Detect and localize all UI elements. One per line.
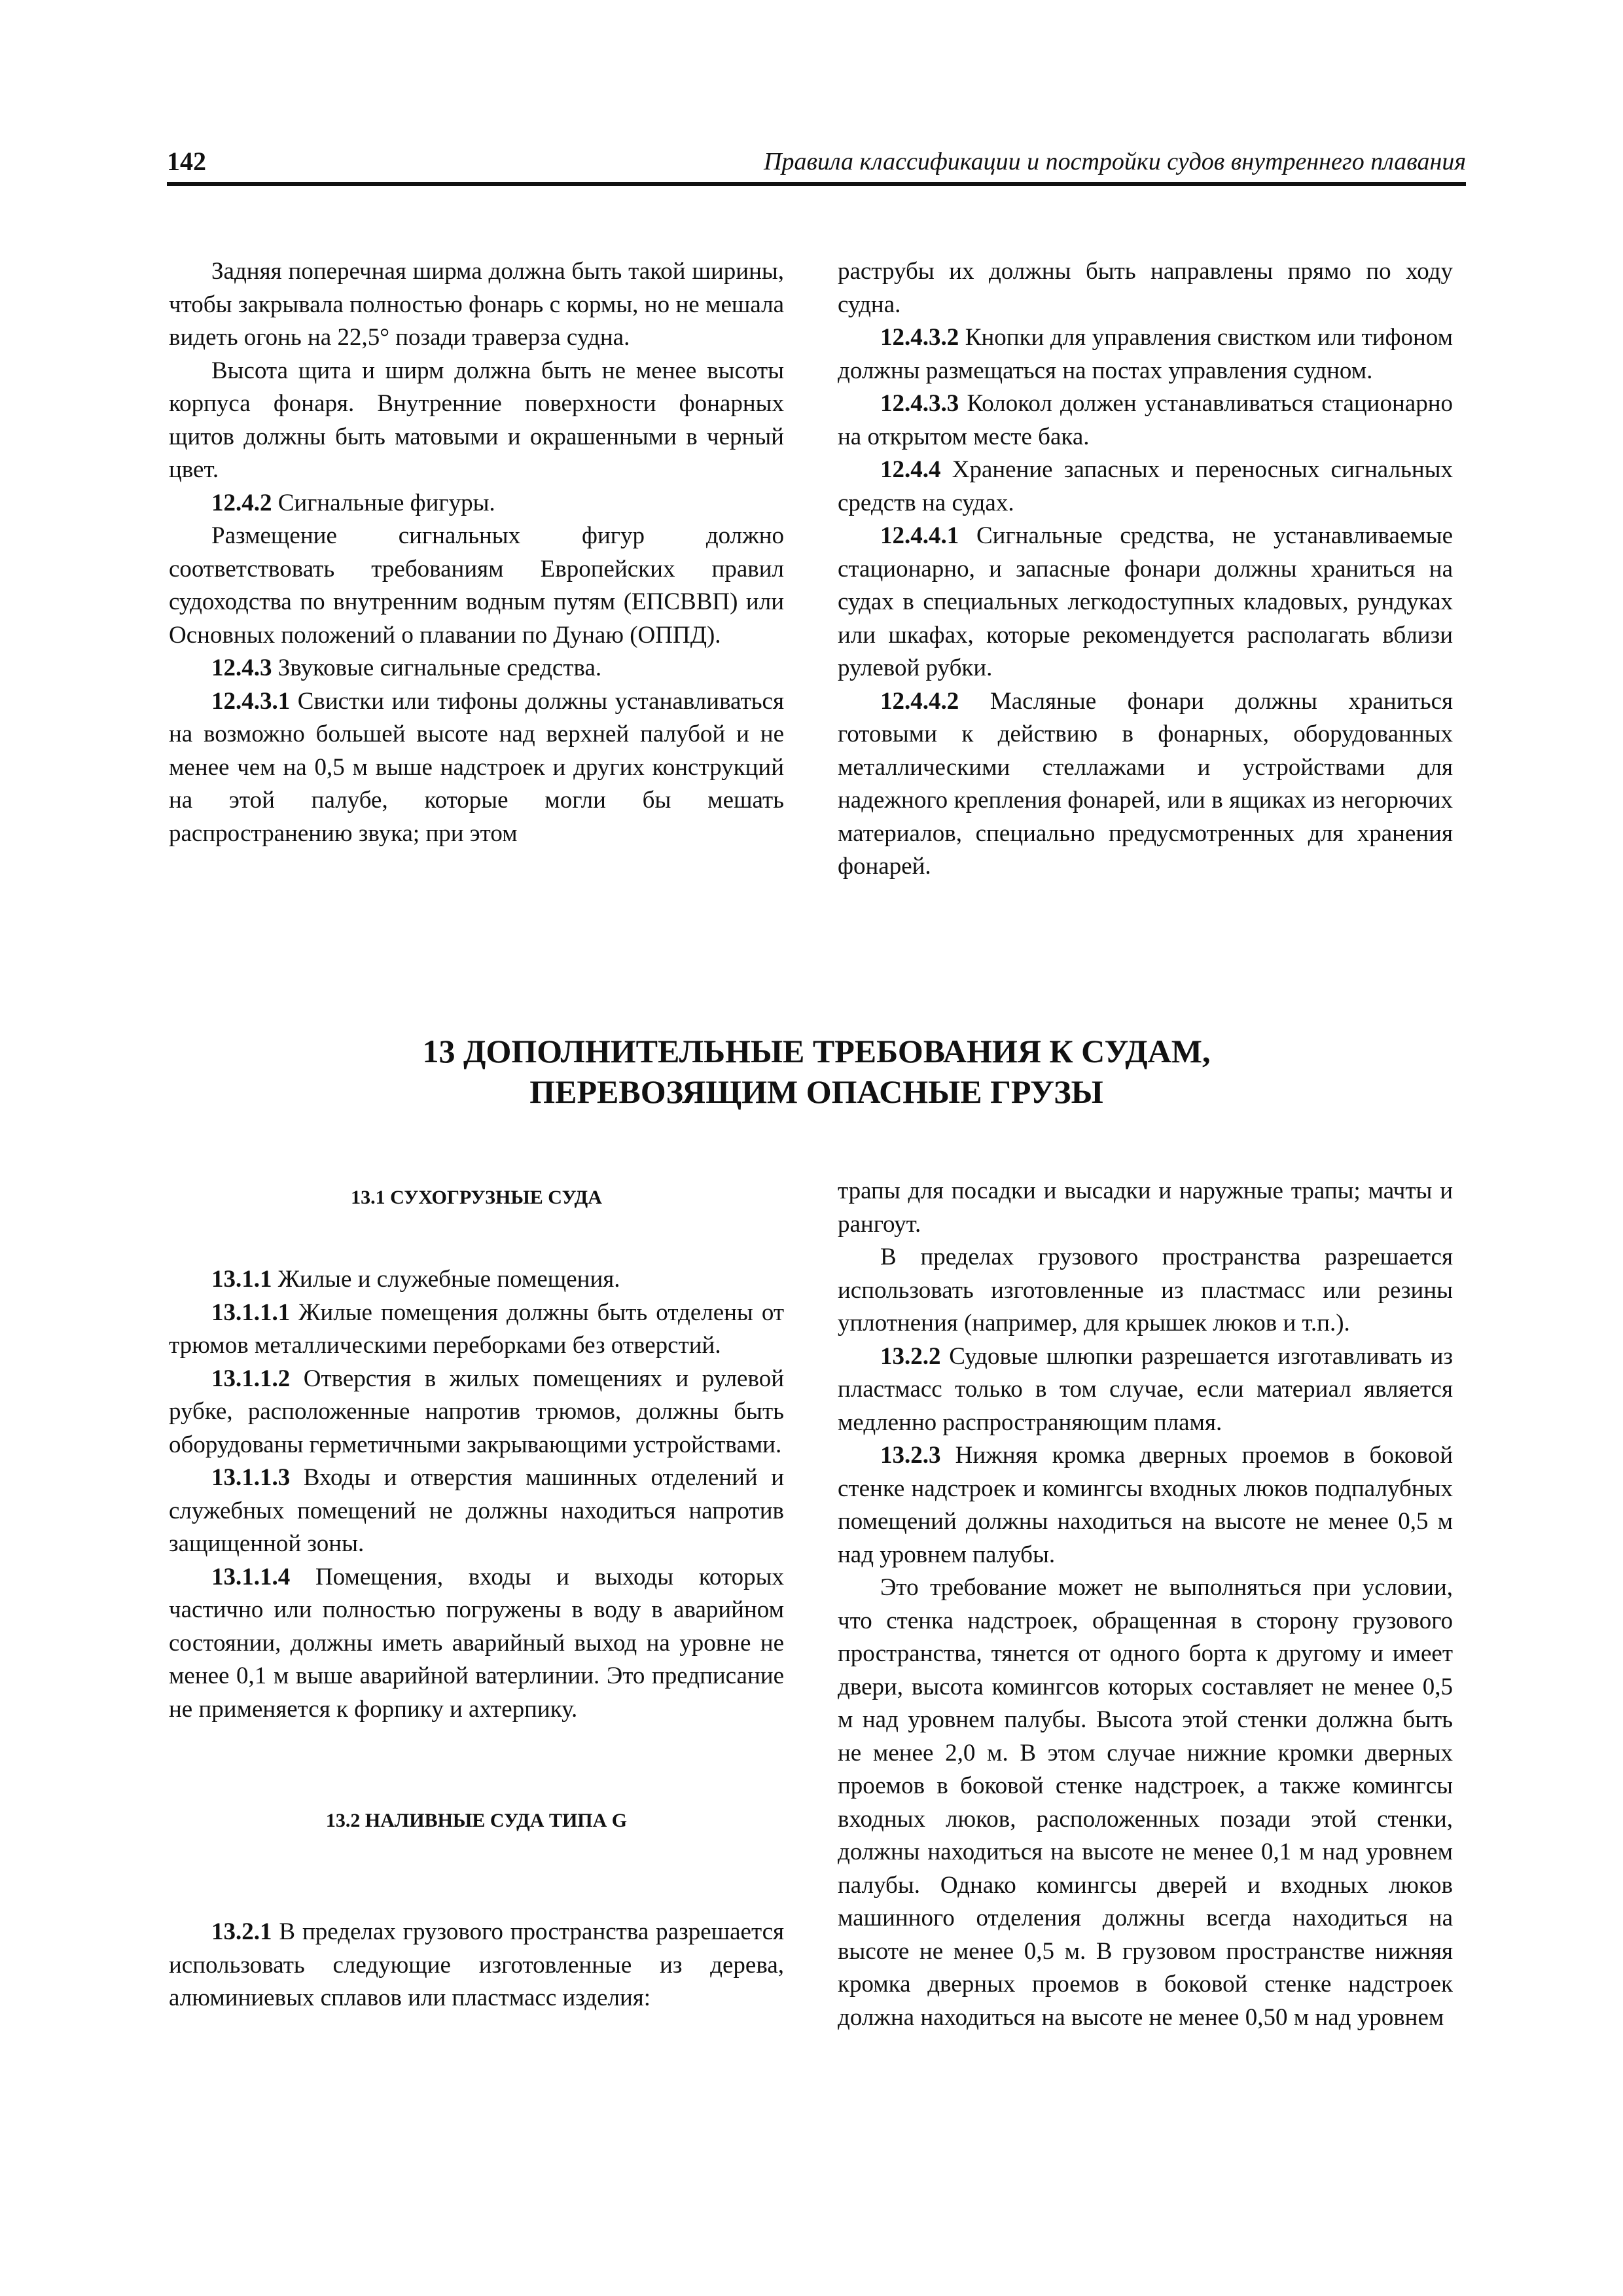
- paragraph: [169, 355, 784, 487]
- paragraph-text: Сигнальные средства, не устанавливаемые стационарно, и запасные фонари должны храниться на судах в специальных легкодоступных кладовых, рундуках или шкафах, которые рекомендуется располагать вблизи рулевой рубки.: [838, 522, 1453, 681]
- paragraph: [169, 520, 784, 652]
- clause-number: 13.1.1.4: [211, 1563, 291, 1590]
- paragraph-text: Помещения, входы и выходы которых частично или полностью погружены в воду в аварийном состоянии, должны иметь аварийный выход на уровне не менее 0,1 м выше аварийной ватерлинии. Это предписание не применяется к форпику и ахтерпику.: [169, 1563, 784, 1723]
- clause-number: 12.4.2: [211, 489, 272, 516]
- paragraph: [169, 1263, 784, 1297]
- clause-number: 13.2.3: [880, 1442, 941, 1469]
- paragraph-text: В пределах грузового пространства разрешается использовать следующие изготовленные из дерева, алюминиевых сплавов или пластмасс изделия:: [169, 1918, 785, 2011]
- paragraph-text: раструбы их должны быть направлены прямо по ходу судна.: [838, 258, 1453, 318]
- clause-number: 13.1.1.1: [211, 1299, 291, 1326]
- clause-number: 12.4.3.3: [880, 390, 959, 417]
- chapter-title-line-2: ПЕРЕВОЗЯЩИМ ОПАСНЫЕ ГРУЗЫ: [529, 1073, 1103, 1110]
- chapter-title: [167, 1031, 1466, 1112]
- clause-number: 13.2.1: [211, 1918, 272, 1945]
- paragraph: [169, 1916, 784, 2015]
- paragraph: [838, 1571, 1453, 2034]
- paragraph-text: Колокол должен устанавливаться стационарно на открытом месте бака.: [838, 390, 1453, 450]
- paragraph: [838, 1340, 1453, 1440]
- paragraph-text: Свистки или тифоны должны устанавливаться на возможно большей высоте над верхней палубой и не менее чем на 0,5 м выше надстроек и других конструкций на этой палубе, которые могли бы мешать распространению звука; при этом: [169, 687, 785, 847]
- clause-number: 13.2.2: [880, 1342, 941, 1370]
- paragraph: [838, 1241, 1453, 1340]
- paragraph-text: трапы для посадки и высадки и наружные трапы; мачты и рангоут.: [838, 1177, 1453, 1238]
- paragraph-text: Сигнальные фигуры.: [277, 489, 495, 516]
- paragraph: [169, 652, 784, 685]
- clause-number: 13.1.1.2: [211, 1365, 291, 1392]
- page-header: [167, 145, 1466, 186]
- paragraph: [169, 1462, 784, 1561]
- paragraph-text: Жилые помещения должны быть отделены от трюмов металлическими переборками без отверстий.: [169, 1299, 784, 1359]
- clause-number: 12.4.4.1: [880, 522, 959, 549]
- clause-number: 12.4.3: [211, 655, 272, 681]
- running-title: Правила классификации и постройки судов внутреннего плавания: [764, 148, 1466, 175]
- paragraph: [838, 255, 1453, 321]
- clause-number: 13.1.1.3: [211, 1464, 291, 1491]
- paragraph: [169, 1561, 784, 1727]
- clause-number: 13.1.1: [211, 1266, 272, 1293]
- clause-number: 12.4.4: [880, 456, 941, 483]
- paragraph-text: Масляные фонари должны храниться готовыми к действию в фонарных, оборудованных металлическими стеллажами и устройствами для надежного крепления фонарей, или в ящиках из негорючих материалов, специально предусмотренных для хранения фонарей.: [838, 687, 1454, 880]
- paragraph: [838, 321, 1453, 387]
- paragraph: [838, 520, 1453, 685]
- section-13-2-body-left: [169, 1916, 784, 2015]
- paragraph: [169, 255, 784, 355]
- paragraph: [838, 1175, 1453, 1241]
- bottom-left-column: [169, 1181, 784, 2015]
- paragraph: [838, 387, 1453, 454]
- top-right-column: [838, 255, 1453, 884]
- paragraph-text: Размещение сигнальных фигур должно соответствовать требованиям Европейских правил судоходства по внутренним водным путям (ЕПСВВП) или Основных положений о плавании по Дунаю (ОППД).: [169, 522, 784, 649]
- paragraph-text: Нижняя кромка дверных проемов в боковой стенке надстроек и комингсы входных люков подпалубных помещений должны находиться на высоте не менее 0,5 м над уровнем палубы.: [838, 1442, 1454, 1568]
- clause-number: 12.4.3.2: [880, 324, 959, 351]
- page-number: 142: [167, 147, 206, 176]
- paragraph: [169, 487, 784, 520]
- paragraph-text: Отверстия в жилых помещениях и рулевой рубке, расположенные напротив трюмов, должны быть оборудованы герметичными закрывающими устройствами.: [169, 1365, 784, 1458]
- bottom-right-column: [838, 1175, 1453, 2034]
- clause-number: 12.4.3.1: [211, 687, 291, 715]
- paragraph-text: Жилые и служебные помещения.: [277, 1266, 620, 1293]
- paragraph-text: Входы и отверстия машинных отделений и служебных помещений не должны находиться напротив защищенной зоны.: [169, 1464, 784, 1557]
- paragraph-text: Задняя поперечная ширма должна быть такой ширины, чтобы закрывала полностью фонарь с кормы, но не мешала видеть огонь на 22,5° позади траверза судна.: [169, 258, 784, 351]
- clause-number: 12.4.4.2: [880, 687, 959, 715]
- paragraph: [838, 1439, 1453, 1571]
- top-left-column: [169, 255, 784, 850]
- paragraph: [838, 685, 1453, 884]
- section-title-13-1: 13.1 СУХОГРУЗНЫЕ СУДА: [351, 1187, 602, 1208]
- paragraph: [169, 1363, 784, 1462]
- paragraph-text: Судовые шлюпки разрешается изготавливать из пластмасс только в том случае, если материал является медленно распространяющим пламя.: [838, 1342, 1453, 1436]
- paragraph: [838, 454, 1453, 520]
- paragraph-text: Это требование может не выполняться при условии, что стенка надстроек, обращенная в сторону грузового пространства, тянется от одного борта к другому и имеет двери, высота комингсов которых составляет не менее 0,5 м над уровнем палубы. Высота этой стенки должна быть не менее 2,0 м. В этом случае нижние кромки дверных проемов в боковой стенке надстроек, а также комингсы входных люков, расположенных позади этой стенки, должны находиться на высоте не менее 0,1 м над уровнем палубы. Однако комингсы дверей и входных люков машинного отделения должны всегда находиться на высоте не менее 0,5 м. В грузовом пространстве нижняя кромка дверных проемов в боковой стенке надстроек должна находиться на высоте не менее 0,50 м над уровнем: [838, 1574, 1453, 2031]
- paragraph-text: Звуковые сигнальные средства.: [277, 655, 602, 681]
- paragraph-text: Хранение запасных и переносных сигнальных средств на судах.: [838, 456, 1453, 516]
- chapter-title-line-1: 13 ДОПОЛНИТЕЛЬНЫЕ ТРЕБОВАНИЯ К СУДАМ,: [422, 1033, 1211, 1069]
- paragraph-text: В пределах грузового пространства разрешается использовать изготовленные из пластмасс или резины уплотнения (например, для крышек люков и т.п.).: [838, 1244, 1453, 1336]
- paragraph: [169, 1297, 784, 1363]
- paragraph-text: Кнопки для управления свистком или тифоном должны размещаться на постах управления судном.: [838, 324, 1453, 384]
- section-13-1-body: [169, 1263, 784, 1726]
- section-title-13-2: 13.2 НАЛИВНЫЕ СУДА ТИПА G: [325, 1810, 628, 1831]
- paragraph: [169, 685, 784, 851]
- paragraph-text: Высота щита и ширм должна быть не менее высоты корпуса фонаря. Внутренние поверхности фонарных щитов должны быть матовыми и окрашенными в черный цвет.: [169, 357, 784, 483]
